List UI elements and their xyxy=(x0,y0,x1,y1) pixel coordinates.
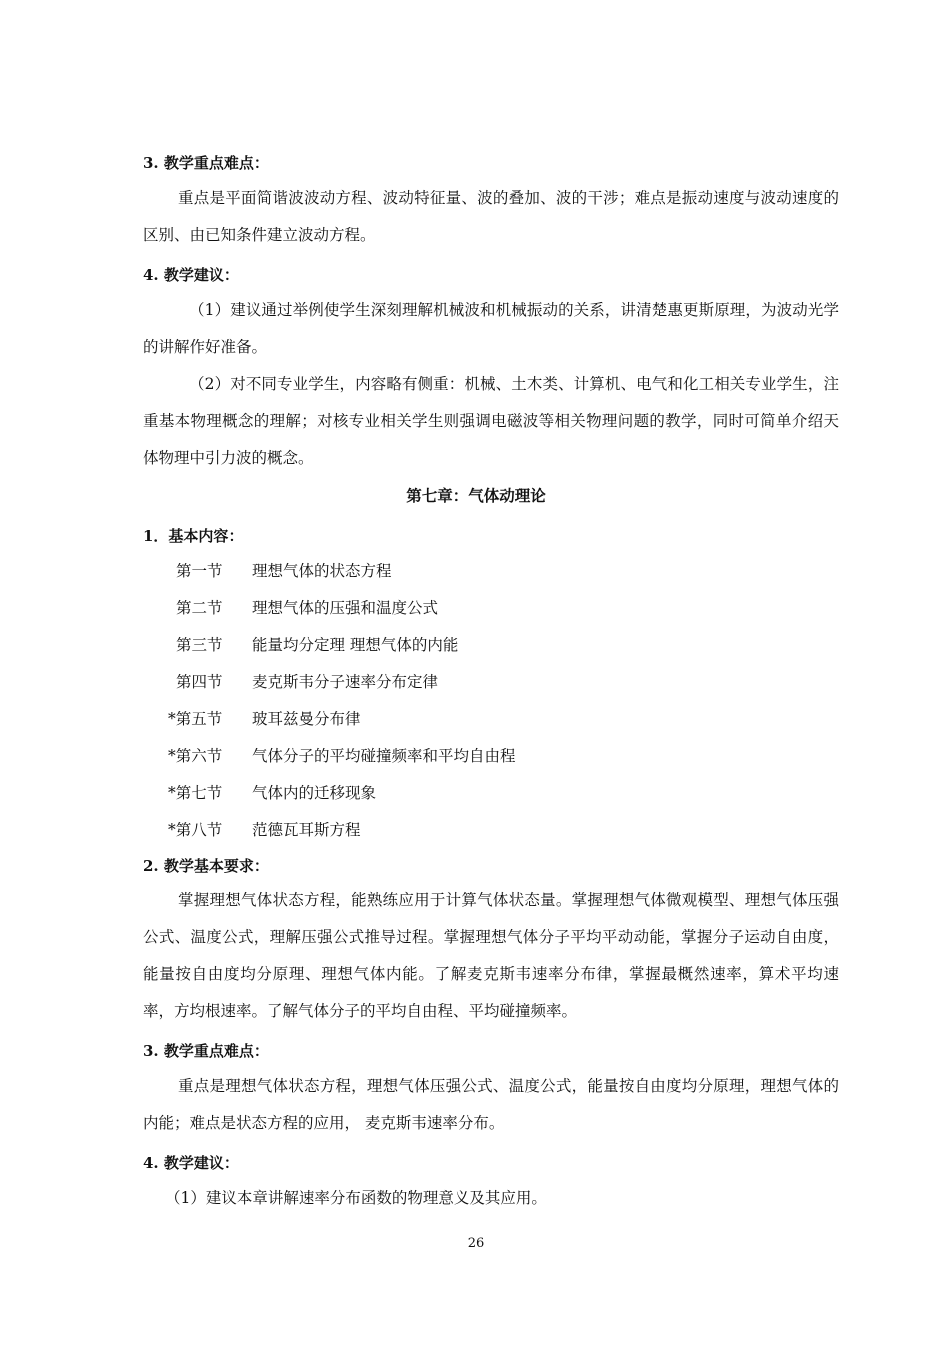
requirements-heading: 2. 教学基本要求： xyxy=(143,857,269,875)
key-points-text: 重点是平面简谐波波动方程、波动特征量、波的叠加、波的干涉；难点是振动速度与波动速度的区别、由已知条件建立波动方程。 xyxy=(143,189,839,244)
key-points-heading: 3. 教学重点难点： xyxy=(143,154,269,172)
advice-item-1: （1）建议通过举例使学生深刻理解机械波和机械振动的关系，讲清楚惠更斯原理，为波动光学的讲解作好准备。 xyxy=(143,301,839,356)
page-number: 26 xyxy=(467,1236,485,1251)
advice-heading: 4. 教学建议： xyxy=(143,266,239,284)
section-item: *第七节 气体内的迁移现象 xyxy=(168,784,377,802)
requirements-text: 掌握理想气体状态方程，能熟练应用于计算气体状态量。掌握理想气体微观模型、理想气体压强公式、温度公式，理解压强公式推导过程。掌握理想气体分子平均平动动能，掌握分子运动自由度，能量按自由度均分原理、理想气体内能。了解麦克斯韦速率分布律，掌握最概然速率，算术平均速率，方均根速率。了解气体分子的平均自由程、平均碰撞频率。 xyxy=(143,891,839,1020)
section-item: *第六节 气体分子的平均碰撞频率和平均自由程 xyxy=(168,747,516,765)
content-heading: 1．基本内容： xyxy=(143,527,244,545)
section-item: 第三节 能量均分定理 理想气体的内能 xyxy=(176,636,459,654)
section-item: 第一节 理想气体的状态方程 xyxy=(176,562,392,580)
section-item: *第八节 范德瓦耳斯方程 xyxy=(168,821,361,839)
key-points-text: 重点是理想气体状态方程，理想气体压强公式、温度公式，能量按自由度均分原理，理想气体的内能；难点是状态方程的应用， 麦克斯韦速率分布。 xyxy=(143,1077,839,1132)
advice-item-2: （2）对不同专业学生，内容略有侧重：机械、土木类、计算机、电气和化工相关专业学生，注重基本物理概念的理解；对核专业相关学生则强调电磁波等相关物理问题的教学，同时可简单介绍天体物理中引力波的概念。 xyxy=(143,375,839,467)
advice-item-1: （1）建议本章讲解速率分布函数的物理意义及其应用。 xyxy=(165,1189,547,1207)
section-item: *第五节 玻耳兹曼分布律 xyxy=(168,710,361,728)
section-item: 第四节 麦克斯韦分子速率分布定律 xyxy=(176,673,439,691)
advice-heading: 4. 教学建议： xyxy=(143,1154,239,1172)
chapter-title: 第七章：气体动理论 xyxy=(406,486,546,505)
key-points-heading: 3. 教学重点难点： xyxy=(143,1042,269,1060)
section-item: 第二节 理想气体的压强和温度公式 xyxy=(176,599,439,617)
